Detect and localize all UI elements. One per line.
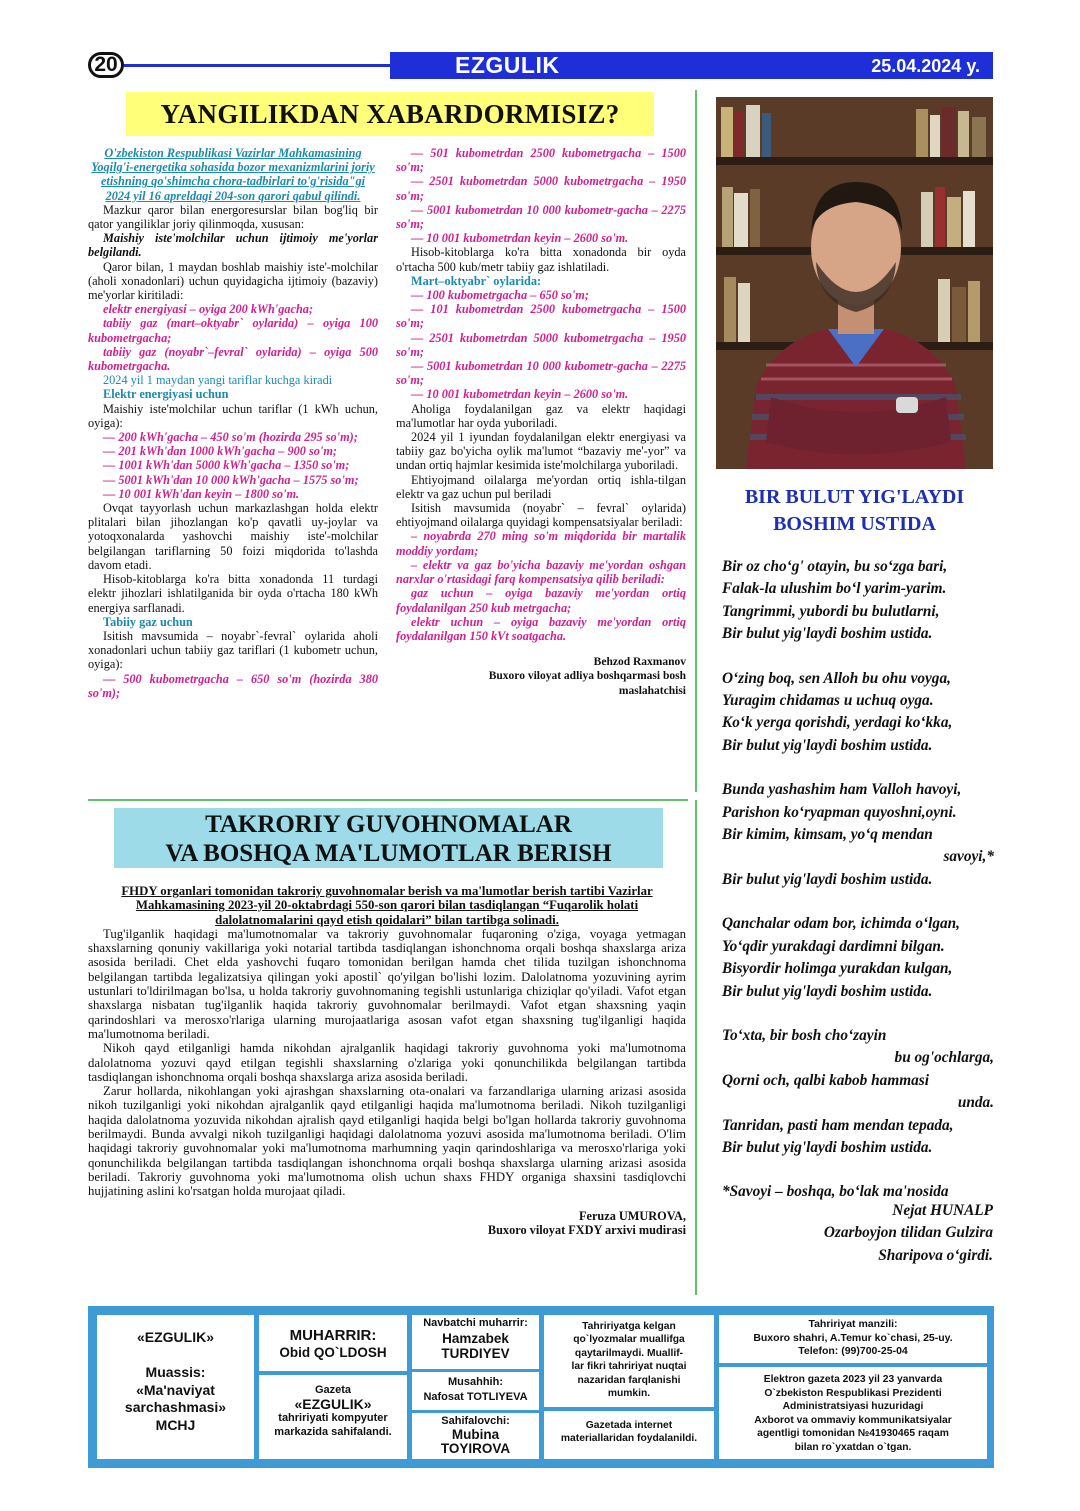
article2-paragraph: Zarur hollarda, nikohlangan yoki ajrashgan shaxslarning ota-onalari va farzandlariga ularning arizasi asosida nikoh tuzilganligi yoki nikohdan ajralganlik qayd etilganligi haqida ma'lumotnoma beriladi. Nikoh tuzilganligi haqida dalolatnoma yozuvida nikohdan ajralish qayd etilganligi haqida belgi bo'lgan hollarda takroriy guvohnoma berilmaydi. Bunda avvalgi nikoh tuzilganligi haqidagi dalolatnoma yozuvi asosida ma'lumotnoma beriladi. O'lim haqidagi takroriy guvohnomalar yoki ma'lumotnoma marhumning yaqin qarindoshlariga va merosxo'rlariga yoki qonunchilikda belgilangan tartibda tasdiqlangan ishonchnoma orqali boshqa shaxslarga ularning arizasi asosida beriladi. Takroriy guvohnoma yoki ma'lumotnoma olish uchun shaxs FHDY organiga shaxsini tasdiqlovchi hujjatining aslini ko'rsatgan holda murojaat qiladi. <box>88 1084 686 1199</box>
article-paragraph: elektr energiyasi – oyiga 200 kWh'gacha; <box>103 302 314 317</box>
poem-line: bu og'ochlarga, <box>894 1049 994 1067</box>
header-rule <box>124 64 392 67</box>
poem-title-line: BIR BULUT YIG'LAYDI <box>744 486 965 508</box>
poem-line: Yuragim chidamas u uchuq oyga. <box>722 692 934 710</box>
article-paragraph: — 501 kubometrdan 2500 kubometrgacha – 1500 so'm; <box>396 146 686 175</box>
poem-translator: Ozarboyjon tilidan Gulzira <box>823 1224 993 1242</box>
article-paragraph: Mazkur qaror bilan energoresurslar bilan bog'liq bir qator yangiliklar joriy qilinmoqda, xususan: <box>88 202 378 232</box>
imprint-manuscript-note <box>544 1315 714 1407</box>
stanza-gap <box>722 1159 994 1181</box>
imprint-line: Hamzabek <box>442 1331 509 1346</box>
article-paragraph: Ovqat tayyorlash uchun markazlashgan holda elektr plitalari bilan jihozlangan ko'p qavatli uy-joylar va yotoqxonalarda yashovchi maishiy iste'-molchilar belgilangan tariflarning 50 foizi miqdorida to'lashda davom etadi. <box>88 501 378 572</box>
imprint-line: O`zbekiston Respublikasi Prezidenti <box>764 1387 942 1399</box>
imprint-line: Tahririyat manzili: <box>808 1318 898 1330</box>
article-paragraph: O'zbekiston Respublikasi Vazirlar Mahkamasining Yoqilg'i-energetika sohasida bozor mexanizmlarini joriy etishning qo'shimcha chora-tadbirlari to'g'risida"gi 2024 yil 16 apreldagi 204-son qarori qabul qilindi. <box>91 146 375 203</box>
article-paragraph: – noyabrda 270 ming so'm miqdorida bir martalik moddiy yordam; <box>396 529 686 558</box>
imprint-layout-designer <box>412 1413 539 1459</box>
article2-headline-line: VA BOSHQA MA'LUMOTLAR BERISH <box>165 840 612 867</box>
article-paragraph: — 100 kubometrgacha – 650 so'm; <box>411 288 589 303</box>
imprint-line: «EZGULIK» <box>136 1329 214 1345</box>
imprint-line: mumkin. <box>607 1388 651 1400</box>
article2-paragraph: Nikoh qayd etilganligi hamda nikohdan ajralganlik haqidagi takroriy guvohnoma yoki ma'lumotnoma dalolatnoma yozuvi qayd etilgan tegishli shaxslarning o'zlariga yoki qonunchilikda belgilangan tartibda tasdiqlangan ishonchnoma orqali boshqa shaxslarga ariza asosida beriladi. <box>88 1041 686 1084</box>
poem-line: Bir oz cho‘g' otayin, bu so‘zga bari, <box>722 558 948 575</box>
article-headline: YANGILIKDAN XABARDORMISIZ? <box>126 92 654 136</box>
imprint-line: Sahifalovchi: <box>441 1415 510 1427</box>
imprint-line: «Ma'naviyat <box>136 1381 215 1398</box>
article-paragraph: Mart–oktyabr` oylarida: <box>411 273 542 288</box>
section-divider <box>88 799 688 801</box>
imprint-line: Navbatchi muharrir: <box>423 1317 528 1329</box>
imprint-duty-editor <box>412 1315 539 1369</box>
article-paragraph: Hisob-kitoblarga ko'ra bitta xonadonda 11 turdagi elektr jihozlari ishlatilganida bir oyda o'rtacha 180 kWh energiya sarflanadi. <box>88 572 378 615</box>
imprint-line <box>97 1347 254 1365</box>
imprint-line: Buxoro shahri, A.Temur ko`chasi, 25-uy. <box>753 1331 953 1344</box>
poem-line: Yo‘qdir yurakdagi dardimni bilgan. <box>722 937 945 955</box>
article-paragraph: Maishiy iste'molchilar uchun tariflar (1 kWh uchun, oyiga): <box>88 401 378 430</box>
article2-lead: FHDY organlari tomonidan takroriy guvohnomalar berish va ma'lumotlar berish tartibi Vazirlar Mahkamasining 2023-yil 20-oktabrdagi 550-son qarori bilan tasdiqlangan “Fuqarolik holati dalolatnomalarini qayd etish qoidalari” bilan tartibga solinadi. <box>121 884 653 927</box>
imprint-line: MCHJ <box>155 1416 196 1433</box>
imprint-line: Telefon: (99)700-25-04 <box>798 1345 908 1357</box>
poem-line: Qanchalar odam bor, ichimda o‘lgan, <box>722 915 960 933</box>
poem-signature <box>716 1200 993 1267</box>
imprint-line: Obid QO`LDOSH <box>279 1345 387 1360</box>
article-paragraph: 2024 yil 1 maydan yangi tariflar kuchga kiradi <box>103 373 333 388</box>
article-author: Behzod Raxmanov <box>593 656 686 669</box>
article-paragraph: Isitish mavsumida – noyabr`-fevral` oylarida aholi xonadonlari uchun tabiiy gaz tariflari (1 kubometr uchun, oyiga): <box>88 628 378 672</box>
imprint-registration <box>719 1367 987 1459</box>
imprint-line: «EZGULIK» <box>294 1396 372 1412</box>
imprint-address <box>719 1315 987 1363</box>
imprint-line: bilan ro`yxatdan o`tgan. <box>794 1441 912 1453</box>
article-left-column <box>88 146 378 700</box>
stanza-gap <box>722 1003 994 1025</box>
imprint-line: qaytarilmaydi. Muallif- <box>574 1347 684 1359</box>
imprint-line: nazaridan farqlanishi <box>577 1374 681 1386</box>
article-paragraph: 2024 yil 1 iyundan foydalanilgan elektr energiyasi va tabiiy gaz bo'yicha oylik ma'lumot “bazaviy me'-yor” va undan ortiq hajmlar kesimida iste'molchilarga yuboriladi. <box>396 430 686 473</box>
imprint-line: Gazetada internet <box>585 1420 673 1431</box>
poem-line: savoyi,* <box>943 848 994 866</box>
article-paragraph: — 5001 kubometrdan 10 000 kubometr-gacha – 2275 so'm; <box>396 202 686 232</box>
imprint-box <box>88 1306 994 1468</box>
imprint-editor <box>259 1315 407 1371</box>
imprint-line: agentligi tomonidan №41930465 raqam <box>757 1428 949 1440</box>
poem-translator-name: Sharipova o‘girdi. <box>878 1246 993 1264</box>
poem-body <box>722 556 994 1204</box>
poem-line: Bir bulut yig'laydi boshim ustida. <box>722 736 933 754</box>
poem-author: Nejat HUNALP <box>892 1202 993 1219</box>
article-author-title: Buxoro viloyat adliya boshqarmasi bosh <box>488 670 686 683</box>
poem-title-line: BOSHIM USTIDA <box>773 513 936 535</box>
imprint-line: tahririyati kompyuter <box>278 1412 388 1424</box>
article-right-column <box>396 146 686 698</box>
imprint-line: Axborot va ommaviy kommunikatsiyalar <box>754 1414 952 1426</box>
imprint-line: lar fikri tahririyat nuqtai <box>571 1361 687 1373</box>
article-paragraph: — 5001 kubometrdan 10 000 kubometr-gacha – 2275 so'm; <box>396 359 686 388</box>
poem-line: To‘xta, bir bosh cho‘zayin <box>722 1026 887 1044</box>
newspaper-title: EZGULIK <box>455 52 560 78</box>
article-paragraph: Tabiiy gaz uchun <box>103 614 193 629</box>
article-paragraph: — 2501 kubometrdan 5000 kubometrgacha – 1950 so'm; <box>396 174 686 203</box>
imprint-line: Elektron gazeta 2023 yil 23 yanvarda <box>763 1374 943 1385</box>
poem-line: O‘zing boq, sen Alloh bu ohu voyga, <box>722 669 951 687</box>
article-paragraph: — 1001 kWh'dan 5000 kWh'gacha – 1350 so'm; <box>103 458 350 473</box>
article-paragraph: — 2501 kubometrdan 5000 kubometrgacha – 1950 so'm; <box>396 330 686 359</box>
article-paragraph: Aholiga foydalanilgan gaz va elektr haqidagi ma'lumotlar har oyda yuboriladi. <box>396 401 686 430</box>
imprint-line: Nafosat TOTLIYEVA <box>423 1391 528 1403</box>
poem-line: Falak-la ulushim bo‘l yarim-yarim. <box>722 580 947 598</box>
article2-body <box>88 884 686 1237</box>
article-paragraph: tabiiy gaz (noyabr`–fevral` oylarida) – oyiga 500 kubometrgacha. <box>88 344 378 374</box>
article-paragraph: — 10 001 kubometrdan keyin – 2600 so'm. <box>411 387 629 402</box>
article-paragraph: Ehtiyojmand oilalarga me'yordan ortiq ishla-tilgan elektr va gaz uchun pul beriladi <box>396 472 686 501</box>
imprint-line: Gazeta <box>314 1384 352 1396</box>
article2-author-title: Buxoro viloyat FXDY arxivi mudirasi <box>487 1222 686 1237</box>
article-paragraph: Maishiy iste'molchilar uchun ijtimoiy me'yorlar belgilandi. <box>88 231 378 260</box>
stanza-gap <box>722 891 994 913</box>
article-paragraph: Hisob-kitoblarga ko'ra bitta xonadonda bir oyda o'rtacha 500 kub/metr tabiiy gaz ishlatiladi. <box>396 245 686 274</box>
article-paragraph: — 200 kWh'gacha – 450 so'm (hozirda 295 so'm); <box>103 430 358 445</box>
imprint-line: MUHARRIR: <box>289 1327 377 1344</box>
article-paragraph: — 5001 kWh'dan 10 000 kWh'gacha – 1575 so'm; <box>103 472 359 487</box>
article-paragraph: — 500 kubometrgacha – 650 so'm (hozirda 380 so'm); <box>88 671 378 700</box>
article2-headline <box>114 808 663 868</box>
poem-line: Tangrimmi, yubordi bu bulutlarni, <box>722 602 940 620</box>
poem-line: *Savoyi – boshqa, bo‘lak ma'nosida <box>722 1183 949 1201</box>
poem-line: Bir bulut yig'laydi boshim ustida. <box>722 625 933 643</box>
article2-paragraph: Tug'ilganlik haqidagi ma'lumotnomalar va takroriy guvohnomalar fuqaroning o'ziga, voyaga yetmagan shaxslarning qonuniy vakillariga yoki notarial tartibda tasdiqlangan ishonchnoma orqali boshqa shaxslarga ariza asosida beriladi. Chet elda yashovchi fuqaro tomonidan berilgan hamda chet tilida tuzilgan ishonchnoma belgilangan tartibda legalizatsiya qilingan yoki apostil` qo'yilgan bo'lishi lozim. Dalolatnoma yozuvining ayrim ustunlari to'ldirilmagan bo'lsa, u holda takroriy guvohnomaning tegishli ustunlariga chiziqlar qo'yiladi. Vafot etgan shaxslarga nisbatan tug'ilganlik haqida takroriy guvohnomalar berilmaydi. Vafot etgan shaxsning yaqin qarindoshlari va merosxo'rlariga ularning murojaatlariga asosan vafot etgan shaxsning tug'ilganligi haqida ma'lumotnoma beriladi. <box>88 926 686 1041</box>
article-paragraph: Isitish mavsumida (noyabr` – fevral` oylarida) ehtiyojmand oilalarga quyidagi kompensatsiyalar beriladi: <box>396 501 686 530</box>
poem-line: Qorni och, qalbi kabob hammasi <box>722 1071 929 1089</box>
imprint-line: Muassis: <box>145 1364 206 1380</box>
imprint-line: markazida sahifalandi. <box>274 1426 392 1438</box>
article-paragraph: tabiiy gaz (mart–oktyabr` oylarida) – oyiga 100 kubometrgacha; <box>88 316 378 345</box>
page-number: 20 <box>88 52 124 78</box>
article-paragraph: elektr uchun – oyiga bazaviy me'yordan ortiq foydalanilgan 150 kVt soatgacha. <box>396 614 686 643</box>
issue-date: 25.04.2024 y. <box>871 56 980 76</box>
imprint-line: sarchashmasi» <box>124 1399 227 1415</box>
stanza-gap <box>722 757 994 779</box>
column-divider <box>695 90 697 792</box>
imprint-line: materiallaridan foydalanildi. <box>560 1433 698 1445</box>
imprint-layout-note <box>259 1375 407 1459</box>
author-photo <box>716 97 993 469</box>
article2-headline-line: TAKRORIY GUVOHNOMALAR <box>205 811 572 838</box>
imprint-line: TOYIROVA <box>440 1441 511 1456</box>
poem-line: Bir kimim, kimsam, yo‘q mendan <box>722 826 933 844</box>
article-paragraph: gaz uchun – oyiga bazaviy me'yordan ortiq foydalanilgan 250 kub metrgacha; <box>396 586 686 615</box>
article-paragraph: — 10 001 kWh'dan keyin – 1800 so'm. <box>103 486 300 501</box>
imprint-line: Musahhih: <box>448 1376 503 1388</box>
article-paragraph: — 201 kWh'dan 1000 kWh'gacha – 900 so'm; <box>103 444 338 459</box>
article-paragraph: Elektr energiyasi uchun <box>103 387 229 402</box>
poem-title <box>716 484 993 538</box>
article-paragraph: Qaror bilan, 1 maydan boshlab maishiy iste'-molchilar (aholi xonadonlari) uchun quyidagicha ijtimoiy (bazaviy) me'yorlar kiritiladi: <box>88 259 378 303</box>
article-paragraph: – elektr va gaz bo'yicha bazaviy me'yordan oshgan narxlar o'rtasidagi farq kompensatsiya qilib beriladi: <box>396 557 686 587</box>
column-divider <box>695 800 697 1295</box>
imprint-line: qo`lyozmalar muallifga <box>573 1334 685 1346</box>
article2-author: Feruza UMUROVA, <box>578 1208 686 1223</box>
imprint-internet-note <box>544 1411 714 1459</box>
article-author-title: maslahatchisi <box>618 684 686 697</box>
poem-line: Bir bulut yig'laydi boshim ustida. <box>722 982 933 1000</box>
poem-line: Bisyordir holimga yurakdan kulgan, <box>722 960 953 978</box>
article-paragraph: — 10 001 kubometrdan keyin – 2600 so'm. <box>411 231 629 246</box>
imprint-founder <box>97 1315 254 1459</box>
poem-line: Bir bulut yig'laydi boshim ustida. <box>722 1138 933 1156</box>
poem-line: Tanridan, pasti ham mendan tepada, <box>722 1116 954 1134</box>
imprint-proofreader <box>412 1372 539 1410</box>
poem-line: Ko‘k yerga qorishdi, yerdagi ko‘kka, <box>722 714 953 732</box>
stanza-gap <box>722 646 994 668</box>
imprint-line: TURDIYEV <box>441 1346 510 1361</box>
poem-line: Parishon ko‘ryapman quyoshni,oyni. <box>722 803 957 821</box>
imprint-line: Administratsiyasi huzuridagi <box>782 1401 924 1413</box>
imprint-line: Mubina <box>451 1427 500 1442</box>
poem-line: Bir bulut yig'laydi boshim ustida. <box>722 870 933 888</box>
imprint-line: Tahririyatga kelgan <box>582 1321 676 1332</box>
poem-line: Bunda yashashim ham Valloh havoyi, <box>722 781 962 799</box>
poem-line: unda. <box>957 1094 994 1112</box>
article-paragraph: — 101 kubometrdan 2500 kubometrgacha – 1500 so'm; <box>396 302 686 331</box>
